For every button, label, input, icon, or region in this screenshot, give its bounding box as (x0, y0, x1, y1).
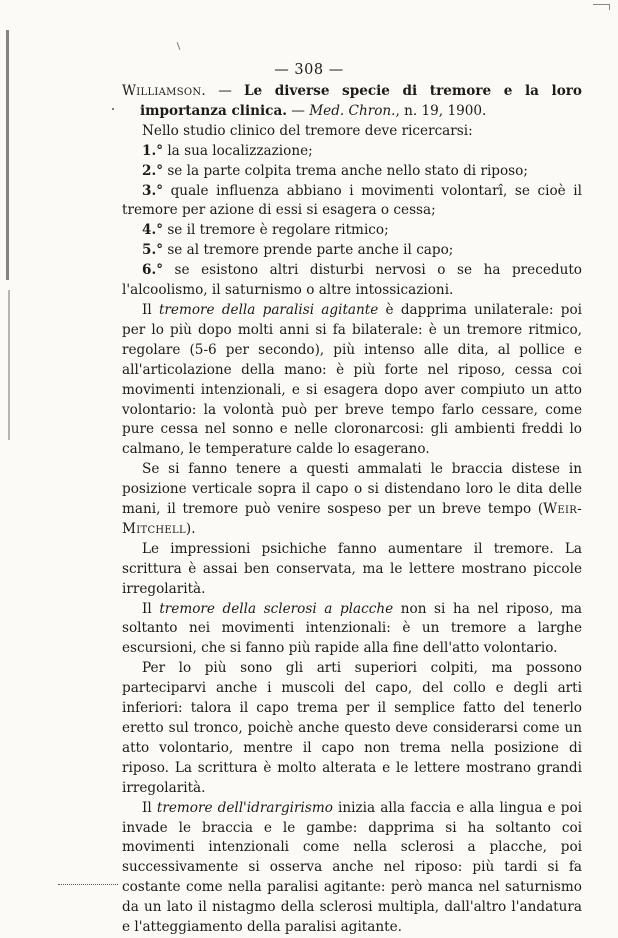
list-item (122, 261, 582, 301)
paragraph-text: Se si fanno tenere a questi ammalati le braccia distese in posizione verticale sopra il capo o si distendano loro le dita delle mani, il tremore può venire sospeso per un breve tempo ( (122, 461, 582, 518)
item-number: 4.° (142, 222, 163, 239)
page-body (122, 82, 582, 938)
reference-dash-2: — (286, 102, 310, 119)
item-text: la sua localizzazione; (167, 142, 313, 159)
paragraph-text: inizia alla faccia e alla lingua e poi invade le braccia e le gambe: dapprima si ha soltanto coi movimenti intenzionali come nella sclerosi a placche, poi successivamente si osserva anche nel riposo: più tardi si fa costante come nella paralisi agitante: però manca nel saturnismo da un lato il nistagmo della sclerosi multipla, dall'altro l'andatura e l'atteggiamento della paralisi agitante. (122, 799, 583, 936)
item-text: se il tremore è regolare ritmico; (167, 222, 389, 239)
paragraph-braccia (122, 460, 582, 540)
list-item (122, 221, 582, 241)
stray-dot (112, 108, 114, 110)
stray-mark (177, 42, 181, 50)
term-sclerosi-placche: tremore della sclerosi a placche (159, 600, 394, 617)
binding-edge-shadow-lower (8, 290, 10, 440)
item-number: 3.° (142, 182, 163, 199)
paragraph-lead: Il (142, 301, 159, 318)
list-item (122, 162, 582, 182)
list-item (122, 142, 582, 162)
reference-dash: — (206, 83, 244, 99)
intro-line: Nello studio clinico del tremore deve ricercarsi: (142, 122, 473, 139)
paragraph-impressioni: Le impressioni psichiche fanno aumentare il tremore. La scrittura è assai ben conservata, ma le lettere mostrano piccole irregolarità. (122, 540, 582, 597)
page-number: — 308 — (274, 62, 344, 78)
paragraph-lead: Il (142, 799, 157, 816)
list-item (122, 182, 582, 222)
item-number: 6.° (142, 262, 163, 279)
reference-issue: , n. 19, 1900. (395, 102, 487, 119)
paragraph-sclerosi (122, 600, 582, 660)
list-item (122, 241, 582, 261)
item-number: 2.° (142, 162, 163, 179)
item-text: quale influenza abbiano i movimenti volontarî, se cioè il tremore per azione di essi si esagera o cessa; (122, 182, 582, 219)
item-number: 5.° (142, 242, 163, 259)
reference-author: Williamson. (122, 83, 207, 99)
paragraph-close: ). (185, 520, 196, 537)
footer-smudge (58, 884, 118, 887)
bibliographic-reference (122, 82, 582, 122)
item-text: se al tremore prende parte anche il capo; (167, 242, 454, 259)
paragraph-paralisi-agitante (122, 301, 582, 460)
reference-journal: Med. Chron. (309, 102, 396, 119)
paragraph-arti: Per lo più sono gli arti superiori colpiti, ma possono parteciparvi anche i muscoli del capo, del collo e degli arti inferiori: talora il capo trema per il semplice fatto del tenerlo eretto sul tronco, poichè anche questo deve considerarsi come un atto volontario, mentre il capo non trema nella posizione di riposo. La scrittura è molto alterata e le lettere mostrano grandi irregolarità. (122, 660, 582, 796)
term-paralisi-agitante: tremore della paralisi agitante (158, 301, 379, 318)
item-number: 1.° (142, 142, 163, 159)
paragraph-text: è dapprima unilaterale: poi per lo più dopo molti anni si fa bilaterale: è un tremore ritmico, regolare (5-6 per secondo), più intenso alle dita, al pollice e all'articolazione della mano: è più forte nel riposo, cessa coi movimenti intenzionali, e si esagera dopo aver compiuto un atto volontario: la volontà può per breve tempo farlo cessare, come pure cessa nel sonno e nelle cloronarcosi: gli ambienti freddi lo calmano, le temperature calde lo esagerano. (122, 301, 582, 458)
term-idrargirismo: tremore dell'idrargirismo (156, 799, 333, 816)
paragraph-text: non si ha nel riposo, ma soltanto nei movimenti intenzionali: è un tremore a larghe escursioni, che si fanno più rapide alla fine dell'atto volontario. (122, 600, 582, 657)
item-text: se la parte colpita trema anche nello stato di riposo; (167, 162, 528, 179)
paragraph-idrargirismo (122, 799, 582, 938)
item-text: se esistono altri disturbi nervosi o se ha preceduto l'alcoolismo, il saturnismo o altre intossicazioni. (122, 262, 582, 299)
cited-author: Weir-Mitchell (122, 501, 582, 537)
paragraph-lead: Il (142, 600, 160, 617)
reference-title: Le diverse specie di tremore e la loro importanza clinica. (140, 83, 582, 119)
corner-mark (593, 4, 610, 10)
